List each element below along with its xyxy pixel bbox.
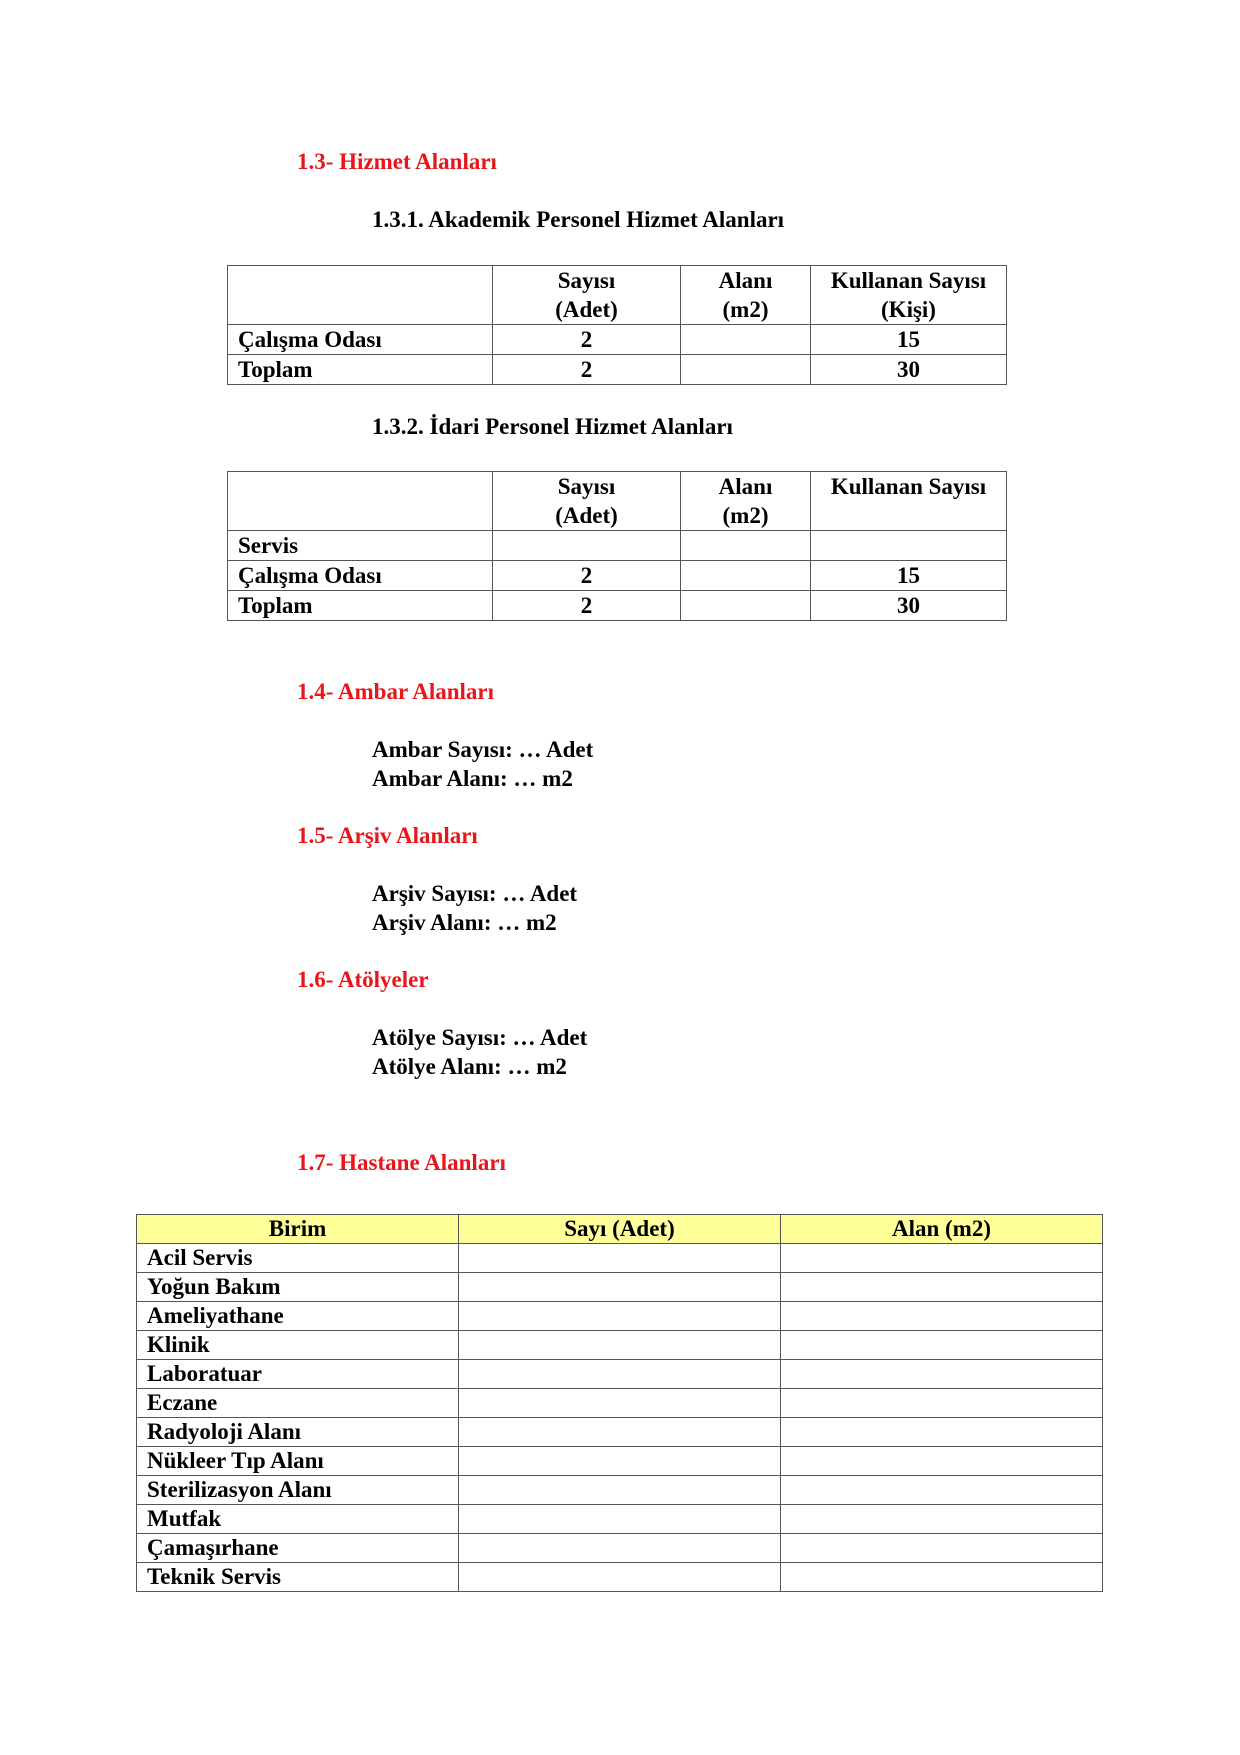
row-area <box>781 1534 1103 1563</box>
row-area <box>681 561 811 591</box>
ambar-area-line: Ambar Alanı: … m2 <box>372 766 573 791</box>
table-row <box>228 591 1007 621</box>
row-area <box>781 1244 1103 1273</box>
header-users: Kullanan Sayısı <box>811 472 1007 531</box>
header-sayi: Sayı (Adet) <box>459 1215 781 1244</box>
row-count <box>459 1418 781 1447</box>
table-row <box>228 355 1007 385</box>
table-row <box>137 1273 1103 1302</box>
row-count <box>459 1331 781 1360</box>
row-area <box>781 1476 1103 1505</box>
header-area: Alanı (m2) <box>681 266 811 325</box>
header-area: Alanı (m2) <box>681 472 811 531</box>
table-header-row <box>228 266 1007 325</box>
table-row <box>228 561 1007 591</box>
arsiv-area-line: Arşiv Alanı: … m2 <box>372 910 557 935</box>
row-count <box>459 1476 781 1505</box>
row-area <box>781 1418 1103 1447</box>
table-row <box>228 531 1007 561</box>
hastane-table <box>136 1214 1103 1592</box>
header-empty <box>228 266 493 325</box>
row-count <box>459 1389 781 1418</box>
row-area <box>681 591 811 621</box>
row-label: Klinik <box>137 1331 459 1360</box>
row-count <box>493 531 681 561</box>
row-area <box>681 325 811 355</box>
row-label: Laboratuar <box>137 1360 459 1389</box>
row-label: Ameliyathane <box>137 1302 459 1331</box>
table-row <box>137 1389 1103 1418</box>
row-label: Nükleer Tıp Alanı <box>137 1447 459 1476</box>
row-count <box>459 1302 781 1331</box>
header-count: Sayısı (Adet) <box>493 472 681 531</box>
atolye-count-line: Atölye Sayısı: … Adet <box>372 1025 588 1050</box>
row-label: Toplam <box>228 591 493 621</box>
table-row <box>137 1302 1103 1331</box>
row-users: 15 <box>811 561 1007 591</box>
row-count: 2 <box>493 325 681 355</box>
row-area <box>781 1302 1103 1331</box>
row-label: Servis <box>228 531 493 561</box>
row-label: Teknik Servis <box>137 1563 459 1592</box>
akademik-title: 1.3.1. Akademik Personel Hizmet Alanları <box>372 207 785 232</box>
row-label: Sterilizasyon Alanı <box>137 1476 459 1505</box>
header-count: Sayısı (Adet) <box>493 266 681 325</box>
row-area <box>681 355 811 385</box>
row-count <box>459 1505 781 1534</box>
section-heading-1-3: 1.3- Hizmet Alanları <box>297 149 497 174</box>
idari-title: 1.3.2. İdari Personel Hizmet Alanları <box>372 414 733 439</box>
section-heading-1-7: 1.7- Hastane Alanları <box>297 1150 506 1175</box>
section-heading-1-4: 1.4- Ambar Alanları <box>297 679 495 704</box>
akademik-table <box>227 265 1007 385</box>
row-area <box>781 1273 1103 1302</box>
row-area <box>781 1331 1103 1360</box>
row-label: Mutfak <box>137 1505 459 1534</box>
row-label: Çalışma Odası <box>228 561 493 591</box>
table-row <box>137 1447 1103 1476</box>
row-count <box>459 1447 781 1476</box>
row-users <box>811 531 1007 561</box>
table-row <box>137 1360 1103 1389</box>
section-heading-1-6: 1.6- Atölyeler <box>297 967 429 992</box>
table-row <box>137 1534 1103 1563</box>
idari-table <box>227 471 1007 621</box>
row-count <box>459 1534 781 1563</box>
row-count: 2 <box>493 561 681 591</box>
row-count: 2 <box>493 355 681 385</box>
table-row <box>137 1476 1103 1505</box>
table-row <box>137 1331 1103 1360</box>
atolye-area-line: Atölye Alanı: … m2 <box>372 1054 567 1079</box>
arsiv-count-line: Arşiv Sayısı: … Adet <box>372 881 578 906</box>
table-header-row <box>137 1215 1103 1244</box>
table-row <box>228 325 1007 355</box>
row-users: 30 <box>811 355 1007 385</box>
row-area <box>781 1360 1103 1389</box>
table-row <box>137 1418 1103 1447</box>
row-area <box>781 1389 1103 1418</box>
row-area <box>781 1563 1103 1592</box>
row-label: Çalışma Odası <box>228 325 493 355</box>
header-empty <box>228 472 493 531</box>
row-label: Radyoloji Alanı <box>137 1418 459 1447</box>
row-count <box>459 1273 781 1302</box>
section-heading-1-5: 1.5- Arşiv Alanları <box>297 823 478 848</box>
table-row <box>137 1244 1103 1273</box>
row-label: Eczane <box>137 1389 459 1418</box>
row-area <box>781 1505 1103 1534</box>
row-count <box>459 1563 781 1592</box>
row-count: 2 <box>493 591 681 621</box>
row-area <box>681 531 811 561</box>
header-users: Kullanan Sayısı (Kişi) <box>811 266 1007 325</box>
row-area <box>781 1447 1103 1476</box>
table-row <box>137 1505 1103 1534</box>
ambar-count-line: Ambar Sayısı: … Adet <box>372 737 594 762</box>
table-row <box>137 1563 1103 1592</box>
row-label: Toplam <box>228 355 493 385</box>
header-alan: Alan (m2) <box>781 1215 1103 1244</box>
row-label: Yoğun Bakım <box>137 1273 459 1302</box>
row-count <box>459 1244 781 1273</box>
row-users: 15 <box>811 325 1007 355</box>
header-birim: Birim <box>137 1215 459 1244</box>
row-label: Acil Servis <box>137 1244 459 1273</box>
table-header-row <box>228 472 1007 531</box>
row-users: 30 <box>811 591 1007 621</box>
row-label: Çamaşırhane <box>137 1534 459 1563</box>
row-count <box>459 1360 781 1389</box>
